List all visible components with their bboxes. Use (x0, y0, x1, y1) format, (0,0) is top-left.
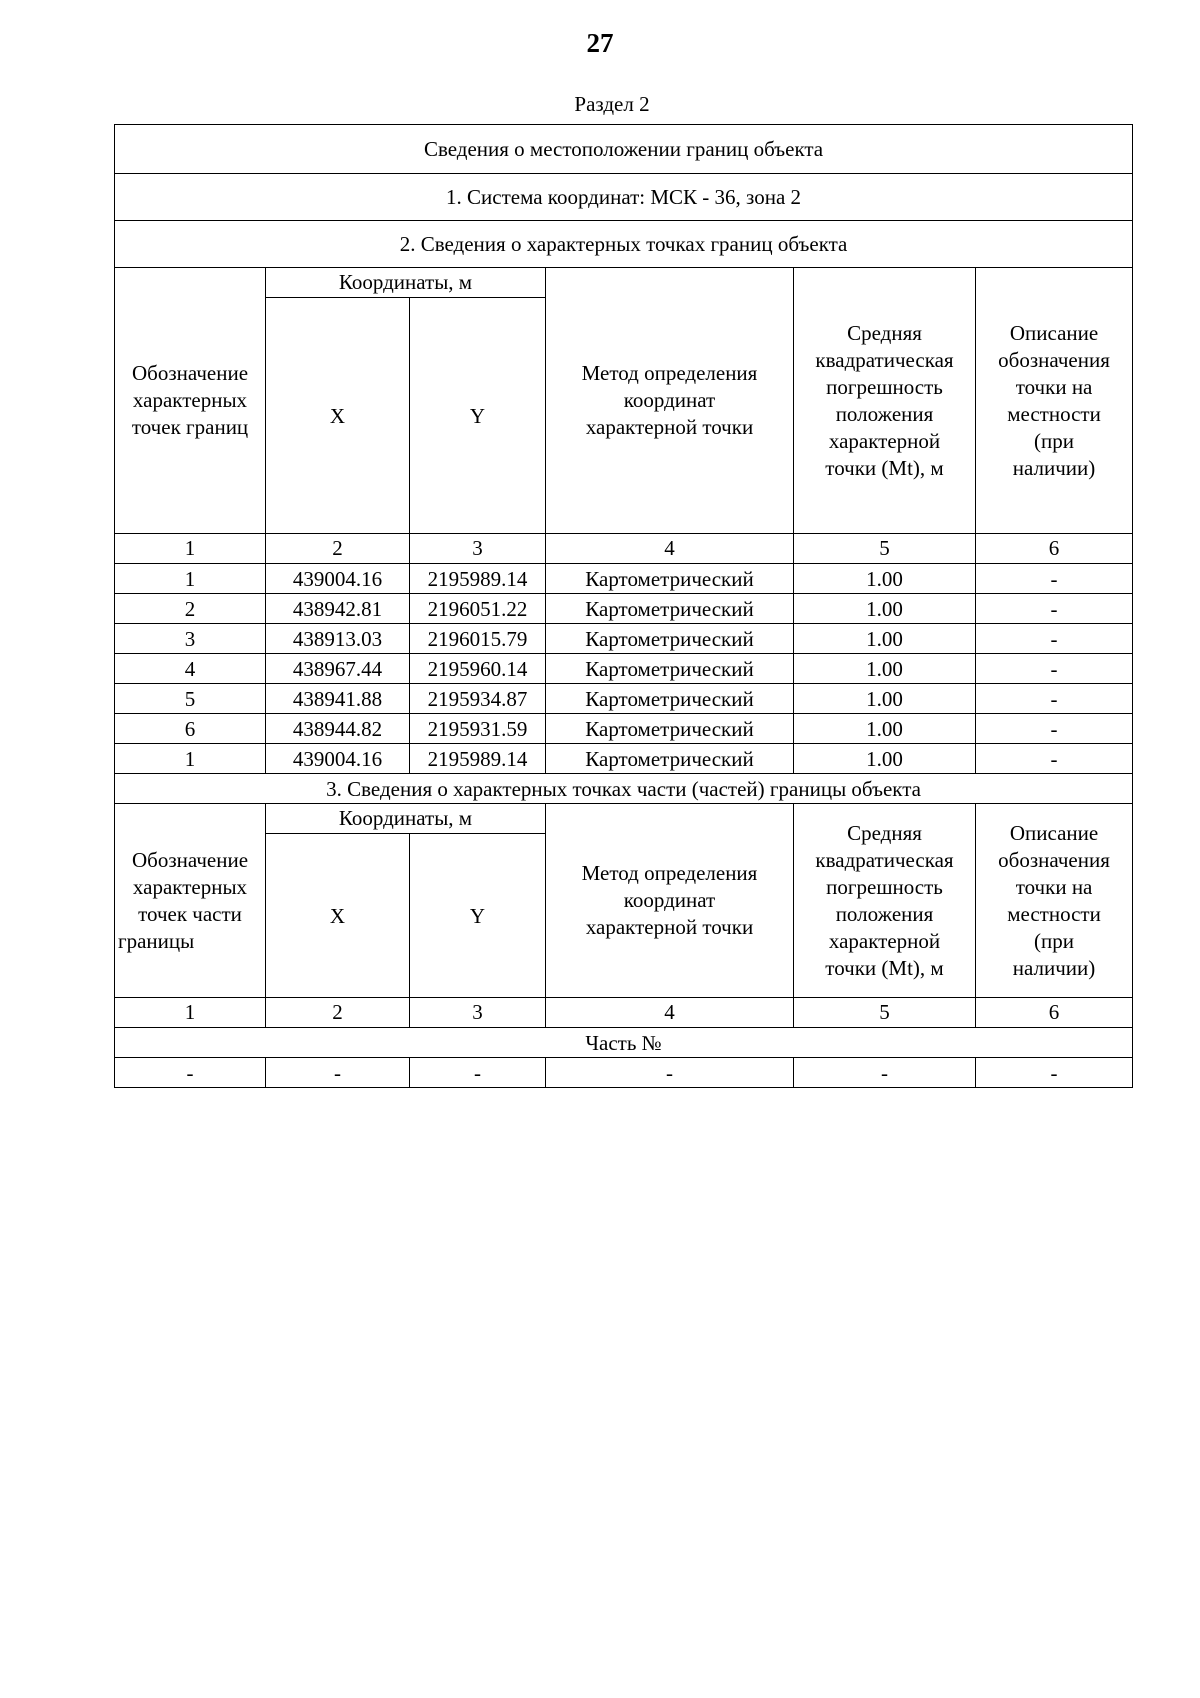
point-designation: 4 (115, 654, 266, 684)
part-cell: - (794, 1058, 976, 1088)
point-description: - (976, 624, 1133, 654)
boundary-table (114, 124, 1133, 1088)
column-number: 3 (410, 998, 546, 1028)
table-row (115, 684, 1133, 714)
point-x: 438944.82 (266, 714, 410, 744)
header-y: Y (410, 298, 546, 534)
column-number: 5 (794, 998, 976, 1028)
point-x: 438967.44 (266, 654, 410, 684)
column-number: 4 (546, 534, 794, 564)
point-error: 1.00 (794, 744, 976, 774)
part-cell: - (976, 1058, 1133, 1088)
point-designation: 1 (115, 744, 266, 774)
point-y: 2196051.22 (410, 594, 546, 624)
table-row (115, 624, 1133, 654)
point-designation: 6 (115, 714, 266, 744)
point-description: - (976, 684, 1133, 714)
point-x: 438913.03 (266, 624, 410, 654)
table-row (115, 594, 1133, 624)
header-part-description: Описание обозначения точки на местности (при наличии) (976, 804, 1133, 998)
point-designation: 3 (115, 624, 266, 654)
column-number: 5 (794, 534, 976, 564)
point-y: 2195989.14 (410, 744, 546, 774)
point-description: - (976, 714, 1133, 744)
column-number: 6 (976, 998, 1133, 1028)
point-designation: 5 (115, 684, 266, 714)
point-x: 438942.81 (266, 594, 410, 624)
column-number-row (115, 534, 1133, 564)
column-number: 1 (115, 534, 266, 564)
point-description: - (976, 594, 1133, 624)
table-row (115, 1058, 1133, 1088)
point-y: 2195934.87 (410, 684, 546, 714)
table-row (115, 654, 1133, 684)
point-description: - (976, 564, 1133, 594)
point-y: 2195960.14 (410, 654, 546, 684)
header-part-error: Средняя квадратическая погрешность положения характерной точки (Mt), м (794, 804, 976, 998)
part-cell: - (266, 1058, 410, 1088)
point-method: Картометрический (546, 684, 794, 714)
point-error: 1.00 (794, 714, 976, 744)
section2-title: 2. Сведения о характерных точках границ объекта (115, 221, 1133, 268)
header-error: Средняя квадратическая погрешность положения характерной точки (Mt), м (794, 268, 976, 534)
point-designation: 1 (115, 564, 266, 594)
table-row (115, 744, 1133, 774)
section3-title: 3. Сведения о характерных точках части (частей) границы объекта (115, 774, 1133, 804)
point-description: - (976, 654, 1133, 684)
point-description: - (976, 744, 1133, 774)
point-y: 2196015.79 (410, 624, 546, 654)
point-error: 1.00 (794, 564, 976, 594)
header-part-coordinates: Координаты, м (266, 804, 546, 834)
header-part-y: Y (410, 834, 546, 998)
point-method: Картометрический (546, 714, 794, 744)
point-method: Картометрический (546, 564, 794, 594)
point-method: Картометрический (546, 594, 794, 624)
header-description: Описание обозначения точки на местности (при наличии) (976, 268, 1133, 534)
header-designation: Обозначение характерных точек границ (115, 268, 266, 534)
point-method: Картометрический (546, 744, 794, 774)
header-part-x: X (266, 834, 410, 998)
part-label: Часть № (115, 1028, 1133, 1058)
point-error: 1.00 (794, 594, 976, 624)
header-x: X (266, 298, 410, 534)
point-error: 1.00 (794, 624, 976, 654)
column-number: 3 (410, 534, 546, 564)
column-number: 2 (266, 534, 410, 564)
table-row (115, 714, 1133, 744)
page-number: 27 (586, 28, 614, 58)
point-x: 439004.16 (266, 744, 410, 774)
table-title: Сведения о местоположении границ объекта (115, 125, 1133, 174)
point-x: 439004.16 (266, 564, 410, 594)
point-error: 1.00 (794, 684, 976, 714)
point-designation: 2 (115, 594, 266, 624)
header-method: Метод определения координат характерной точки (546, 268, 794, 534)
column-number-row (115, 998, 1133, 1028)
column-number: 4 (546, 998, 794, 1028)
point-method: Картометрический (546, 654, 794, 684)
column-number: 2 (266, 998, 410, 1028)
column-number: 1 (115, 998, 266, 1028)
part-cell: - (115, 1058, 266, 1088)
header-part-method: Метод определения координат характерной точки (546, 804, 794, 998)
section-label: Раздел 2 (574, 92, 650, 116)
point-x: 438941.88 (266, 684, 410, 714)
table-row (115, 564, 1133, 594)
header-coordinates: Координаты, м (266, 268, 546, 298)
point-y: 2195989.14 (410, 564, 546, 594)
column-number: 6 (976, 534, 1133, 564)
part-cell: - (546, 1058, 794, 1088)
coord-system-row: 1. Система координат: МСК - 36, зона 2 (115, 174, 1133, 221)
part-cell: - (410, 1058, 546, 1088)
header-part-designation: Обозначение характерных точек части границы (115, 804, 266, 998)
point-y: 2195931.59 (410, 714, 546, 744)
point-error: 1.00 (794, 654, 976, 684)
point-method: Картометрический (546, 624, 794, 654)
